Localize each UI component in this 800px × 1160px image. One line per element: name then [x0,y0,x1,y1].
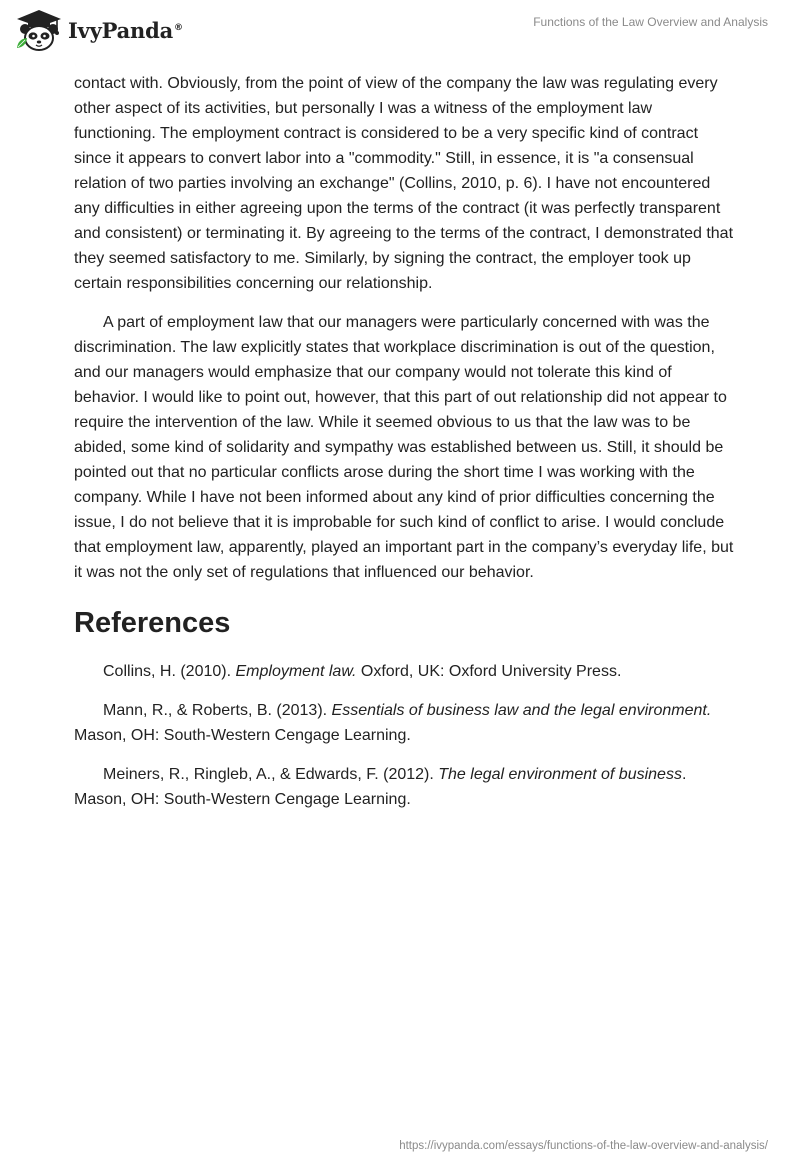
reference-title: Employment law. [235,663,357,680]
logo-wordmark: IvyPanda® [68,17,183,43]
source-url[interactable]: https://ivypanda.com/essays/functions-of-the-law-overview-and-analysis/ [399,1140,768,1152]
body-paragraph-2: A part of employment law that our managers were particularly concerned with was the discrimination. The law explicitly states that workplace discrimination is out of the question, and our managers would emphasize that our company would not tolerate this kind of behavior. I would like to point out, however, that this part of out relationship did not appear to require the intervention of the law. While it seemed obvious to us that the law was to be abided, some kind of solidarity and sympathy was established between us. Still, it should be pointed out that no particular conflicts arose during the short time I was working with the company. While I have not been informed about any kind of prior difficulties concerning the issue, I do not believe that it is improbable for such kind of conflict to arise. I would conclude that employment law, apparently, played an important part in the company’s everyday life, but it was not the only set of regulations that influenced our behavior. [74,314,734,581]
reference-authors: Mann, R., & Roberts, B. (2013). [103,702,332,719]
reference-item-2 [74,698,734,748]
reference-title: The legal environment of business [438,766,682,783]
body-paragraph-1: contact with. Obviously, from the point of view of the company the law was regulating every other aspect of its activities, but personally I was a witness of the employment law functioning. The employment contract is considered to be a very specific kind of contract since it appears to convert labor into a "commodity." Still, in essence, it is "a consensual relation of two parties involving an exchange" (Collins, 2010, p. 6). I have not encountered any difficulties in either agreeing upon the terms of the contract (it was perfectly transparent and consistent) or terminating it. By agreeing to the terms of the contract, I demonstrated that they seemed satisfactory to me. Similarly, by signing the contract, the employer took up certain responsibilities concerning our relationship. [74,75,734,292]
reference-publisher: Oxford, UK: Oxford University Press. [356,663,622,680]
reference-publisher: . Mason, OH: South-Western Cengage Learning. [74,766,687,808]
reference-authors: Meiners, R., Ringleb, A., & Edwards, F. (2012). [103,766,439,783]
page-header [0,0,800,70]
reference-item-1 [74,659,734,684]
reference-item-3 [74,762,734,812]
panda-graduate-icon [14,8,64,52]
references-heading: References [74,607,231,639]
reference-authors: Collins, H. (2010). [103,663,236,680]
reference-publisher: Mason, OH: South-Western Cengage Learning. [74,727,411,744]
ivypanda-logo[interactable] [14,8,183,52]
reference-title: Essentials of business law and the legal environment. [331,702,712,719]
registered-mark: ® [174,22,183,33]
essay-body [74,71,734,826]
document-title: Functions of the Law Overview and Analysis [533,15,768,29]
